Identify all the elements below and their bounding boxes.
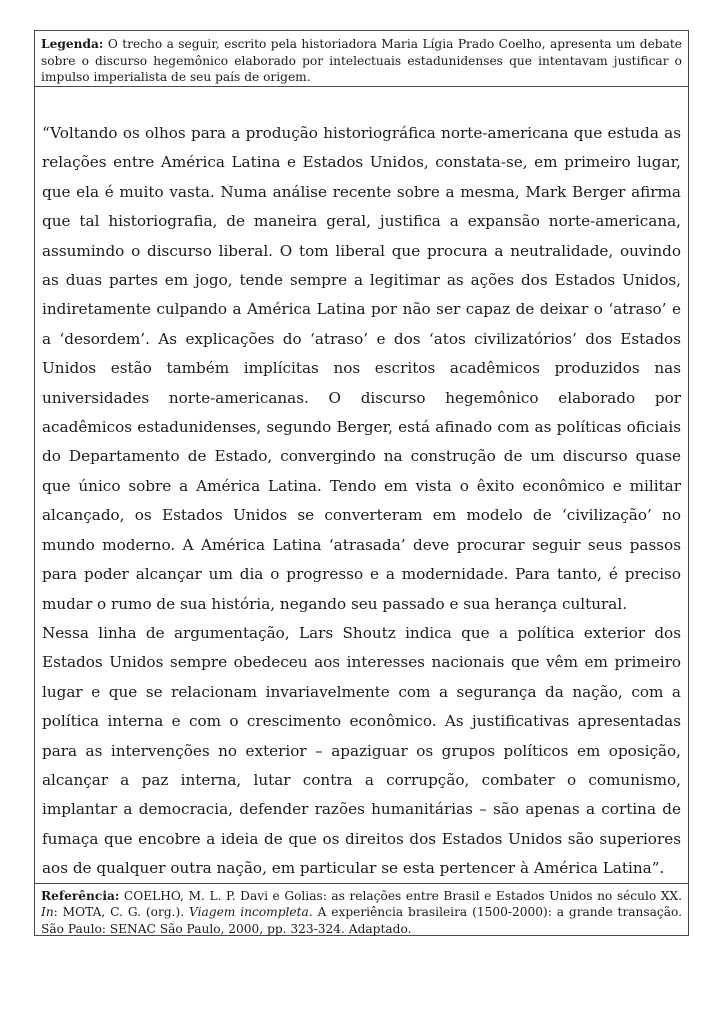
excerpt-paragraph-2: Nessa linha de argumentação, Lars Shoutz indica que a política exterior dos Estados Unidos sempre obedeceu aos interesses nacionais que vêm em primeiro lugar e que se relacionam invariavelmente com a segurança da nação, com a política interna e com o crescimento econômico. As justificativas apresentadas para as intervenções no exterior – apaziguar os grupos políticos em oposição, alcançar a paz interna, lutar contra a corrupção, combater o comunismo, implantar a democracia, defender razões humanitárias – são apenas a cortina de fumaça que encobre a ideia de que os direitos dos Estados Unidos são superiores aos de qualquer outra nação, em particular se esta pertencer à América Latina”. (42, 623, 681, 878)
reference-book-title: Viagem incompleta (189, 905, 309, 920)
document-box (34, 30, 689, 936)
reference-label: Referência: (41, 889, 120, 903)
caption-text: O trecho a seguir, escrito pela historiadora Maria Lígia Prado Coelho, apresenta um debate sobre o discurso hegemônico elaborado por intelectuais estadunidenses que intentavam justificar o impulso imperialista de seu país de origem. (41, 37, 682, 85)
excerpt-paragraph-1: “Voltando os olhos para a produção historiográfica norte-americana que estuda as relações entre América Latina e Estados Unidos, constata-se, em primeiro lugar, que ela é muito vasta. Numa análise recente sobre a mesma, Mark Berger afirma que tal historiografia, de maneira geral, justifica a expansão norte-americana, assumindo o discurso liberal. O tom liberal que procura a neutralidade, ouvindo as duas partes em jogo, tende sempre a legitimar as ações dos Estados Unidos, indiretamente culpando a América Latina por não ser capaz de deixar o ‘atraso’ e a ‘desordem’. As explicações do ‘atraso’ e dos ‘atos civilizatórios’ dos Estados Unidos estão também implícitas nos escritos acadêmicos produzidos nas universidades norte-americanas. O discurso hegemônico elaborado por acadêmicos estadunidenses, segundo Berger, está afinado com as políticas oficiais do Departamento de Estado, convergindo na construção de um discurso quase que único sobre a América Latina. Tendo em vista o êxito econômico e militar alcançado, os Estados Unidos se converteram em modelo de ‘civilização’ no mundo moderno. A América Latina ‘atrasada’ deve procurar seguir seus passos para poder alcançar um dia o progresso e a modernidade. Para tanto, é preciso mudar o rumo de sua história, negando seu passado e sua herança cultural. (42, 124, 681, 613)
main-excerpt (35, 87, 688, 883)
reference-in-label: In (41, 905, 54, 920)
caption-section (35, 31, 688, 87)
reference-section (35, 883, 688, 937)
reference-text-part-3: . A experiência brasileira (1500-2000): a grande transação. São Paulo: SENAC São Paulo, 2000, pp. 323-324. Adaptado. (41, 905, 682, 936)
reference-text-part-1: COELHO, M. L. P. Davi e Golias: as relações entre Brasil e Estados Unidos no século XX. (119, 889, 682, 903)
caption-label: Legenda: (41, 37, 104, 51)
reference-text-part-2: : MOTA, C. G. (org.). (53, 905, 190, 920)
